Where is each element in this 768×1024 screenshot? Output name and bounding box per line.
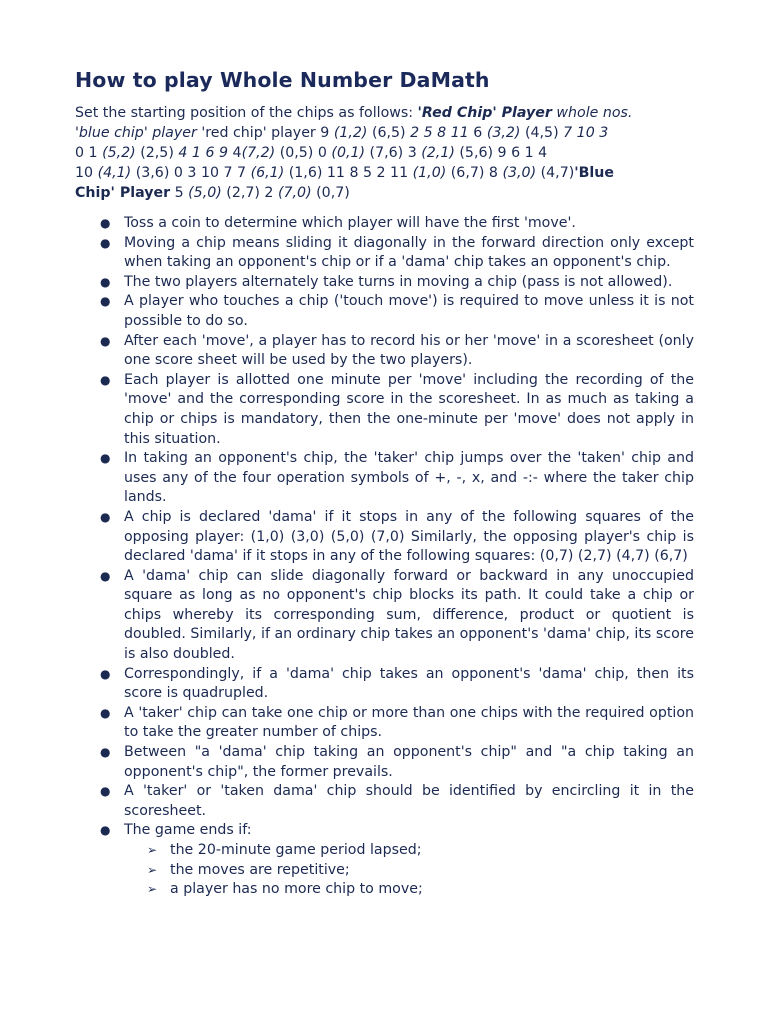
intro-text: (2,1) bbox=[421, 145, 455, 161]
bullet-icon: ● bbox=[100, 372, 111, 387]
intro-text: (3,6) 0 3 10 7 7 bbox=[131, 165, 251, 181]
intro-text: (0,5) 0 bbox=[275, 145, 332, 161]
list-item bbox=[75, 332, 694, 371]
list-item bbox=[75, 234, 694, 273]
intro-text: (6,5) bbox=[367, 125, 411, 141]
intro-text: 0 1 bbox=[75, 145, 103, 161]
rule-text: A player who touches a chip ('touch move') is required to move unless it is not possible to do so. bbox=[124, 293, 694, 329]
list-item bbox=[75, 273, 694, 293]
red-chip-player-label: 'Red Chip' Player bbox=[417, 105, 552, 121]
bullet-icon: ● bbox=[100, 823, 111, 838]
list-item bbox=[75, 821, 694, 899]
intro-text: (1,6) 11 8 5 2 11 bbox=[284, 165, 413, 181]
intro-paragraph bbox=[75, 103, 695, 203]
intro-text: (5,2) bbox=[102, 145, 136, 161]
intro-text: (7,6) 3 bbox=[365, 145, 422, 161]
blue-chip-player-label: 'Blue bbox=[574, 165, 615, 181]
rule-text: Each player is allotted one minute per 'move' including the recording of the 'move' and the corresponding score in the scoresheet. In as much as taking a chip or chips is mandatory, then the one-minute per 'move' does not apply in this situation. bbox=[124, 371, 694, 447]
intro-text: 2 5 8 11 bbox=[410, 125, 469, 141]
arrow-bullet-icon: ➢ bbox=[147, 843, 158, 857]
intro-text: 4 bbox=[228, 145, 242, 161]
list-item bbox=[75, 449, 694, 508]
rule-text: A 'taker' or 'taken dama' chip should be identified by encircling it in the scoresheet. bbox=[124, 783, 694, 819]
rule-text: Moving a chip means sliding it diagonally in the forward direction only except when taking an opponent's chip or if a 'dama' chip takes an opponent's chip. bbox=[124, 234, 694, 271]
bullet-icon: ● bbox=[100, 235, 111, 250]
intro-text: 'red chip' player 9 bbox=[196, 125, 334, 141]
bullet-icon: ● bbox=[100, 705, 111, 720]
end-condition-text: the 20-minute game period lapsed; bbox=[170, 842, 422, 858]
bullet-icon: ● bbox=[100, 745, 111, 760]
intro-text: (6,7) 8 bbox=[446, 165, 503, 181]
rules-list bbox=[75, 214, 694, 900]
intro-text: (5,0) bbox=[188, 185, 222, 201]
intro-text: (2,5) bbox=[135, 145, 179, 161]
list-item bbox=[75, 371, 694, 449]
rule-text: A chip is declared 'dama' if it stops in any of the following squares of the opposing player: (1,0) (3,0) (5,0) (7,0) Similarly, the opposing player's chip is declared 'dama' if it stops in any of the following squares: (0,7) (2,7) (4,7) (6,7) bbox=[124, 508, 694, 565]
intro-text: 4 1 6 9 bbox=[178, 145, 229, 161]
bullet-icon: ● bbox=[100, 568, 111, 583]
rule-text: The game ends if: bbox=[124, 822, 252, 839]
intro-text: (4,5) bbox=[520, 125, 564, 141]
bullet-icon: ● bbox=[100, 294, 111, 309]
list-item bbox=[75, 567, 694, 665]
rule-text: In taking an opponent's chip, the 'taker' chip jumps over the 'taken' chip and uses any of the four operation symbols of +, -, x, and -:- where the taker chip lands. bbox=[124, 450, 694, 506]
rule-text: A 'dama' chip can slide diagonally forward or backward in any unoccupied square as long as no opponent's chip blocks its path. It could take a chip or chips whereby its corresponding sum, difference, product or quotient is doubled. Similarly, if an ordinary chip takes an opponent's 'dama' chip, its score is also doubled. bbox=[124, 567, 694, 663]
arrow-bullet-icon: ➢ bbox=[147, 882, 158, 897]
intro-text: (3,2) bbox=[486, 125, 521, 141]
rule-text: Correspondingly, if a 'dama' chip takes an opponent's 'dama' chip, then its score is quadrupled. bbox=[124, 665, 694, 702]
intro-text: (0,1) bbox=[331, 145, 366, 161]
intro-text: (6,1) bbox=[250, 165, 285, 181]
intro-text: (0,7) bbox=[311, 185, 350, 201]
arrow-bullet-icon: ➢ bbox=[147, 862, 158, 877]
sub-list-item bbox=[124, 861, 694, 881]
page-title: How to play Whole Number DaMath bbox=[75, 68, 490, 92]
bullet-icon: ● bbox=[100, 666, 111, 681]
intro-text: 5 bbox=[170, 185, 189, 201]
intro-line-3 bbox=[75, 143, 695, 163]
intro-text: 'blue chip' player bbox=[75, 125, 197, 141]
bullet-icon: ● bbox=[100, 333, 111, 348]
intro-text: (5,6) 9 6 1 4 bbox=[454, 145, 548, 161]
bullet-icon: ● bbox=[100, 451, 111, 466]
list-item bbox=[75, 665, 694, 704]
blue-chip-player-label: Chip' Player bbox=[75, 185, 171, 201]
list-item bbox=[75, 782, 694, 821]
intro-text: Set the starting position of the chips as follows: bbox=[75, 105, 418, 121]
rule-text: Toss a coin to determine which player will have the first 'move'. bbox=[124, 215, 576, 231]
rule-text: The two players alternately take turns in moving a chip (pass is not allowed). bbox=[124, 273, 673, 290]
list-item bbox=[75, 743, 694, 782]
bullet-icon: ● bbox=[100, 509, 111, 524]
intro-text: (4,7) bbox=[536, 165, 575, 181]
intro-text: (7,0) bbox=[277, 185, 312, 201]
bullet-icon: ● bbox=[100, 216, 111, 230]
intro-line-1 bbox=[75, 103, 695, 123]
intro-text: (3,0) bbox=[502, 165, 537, 181]
rule-text: A 'taker' chip can take one chip or more than one chips with the required option to take the greater number of chips. bbox=[124, 704, 694, 741]
rule-text: Between "a 'dama' chip taking an opponent's chip" and "a chip taking an opponent's chip", the former prevails. bbox=[124, 744, 694, 780]
intro-line-5 bbox=[75, 183, 695, 203]
intro-text: (1,2) bbox=[333, 125, 368, 141]
intro-text: 6 bbox=[468, 125, 487, 141]
intro-text: 10 bbox=[75, 165, 98, 181]
sub-list-item bbox=[124, 880, 694, 900]
intro-text: (2,7) 2 bbox=[221, 185, 278, 201]
list-item bbox=[75, 508, 694, 567]
intro-text: (1,0) bbox=[412, 165, 447, 181]
bullet-icon: ● bbox=[100, 274, 111, 289]
sub-list-item bbox=[124, 841, 694, 861]
rule-text: After each 'move', a player has to record his or her 'move' in a scoresheet (only one score sheet will be used by the two players). bbox=[124, 332, 694, 369]
intro-text: whole nos. bbox=[551, 105, 633, 121]
end-condition-text: a player has no more chip to move; bbox=[170, 881, 423, 898]
intro-line-2 bbox=[75, 123, 695, 143]
end-condition-text: the moves are repetitive; bbox=[170, 861, 350, 878]
bullet-icon: ● bbox=[100, 784, 111, 799]
intro-text: (7,2) bbox=[241, 145, 276, 161]
intro-line-4 bbox=[75, 163, 695, 183]
list-item bbox=[75, 704, 694, 743]
list-item bbox=[75, 292, 694, 331]
intro-text: 7 10 3 bbox=[563, 125, 609, 141]
end-conditions-list bbox=[124, 841, 694, 900]
list-item bbox=[75, 214, 694, 234]
intro-text: (4,1) bbox=[97, 165, 132, 181]
